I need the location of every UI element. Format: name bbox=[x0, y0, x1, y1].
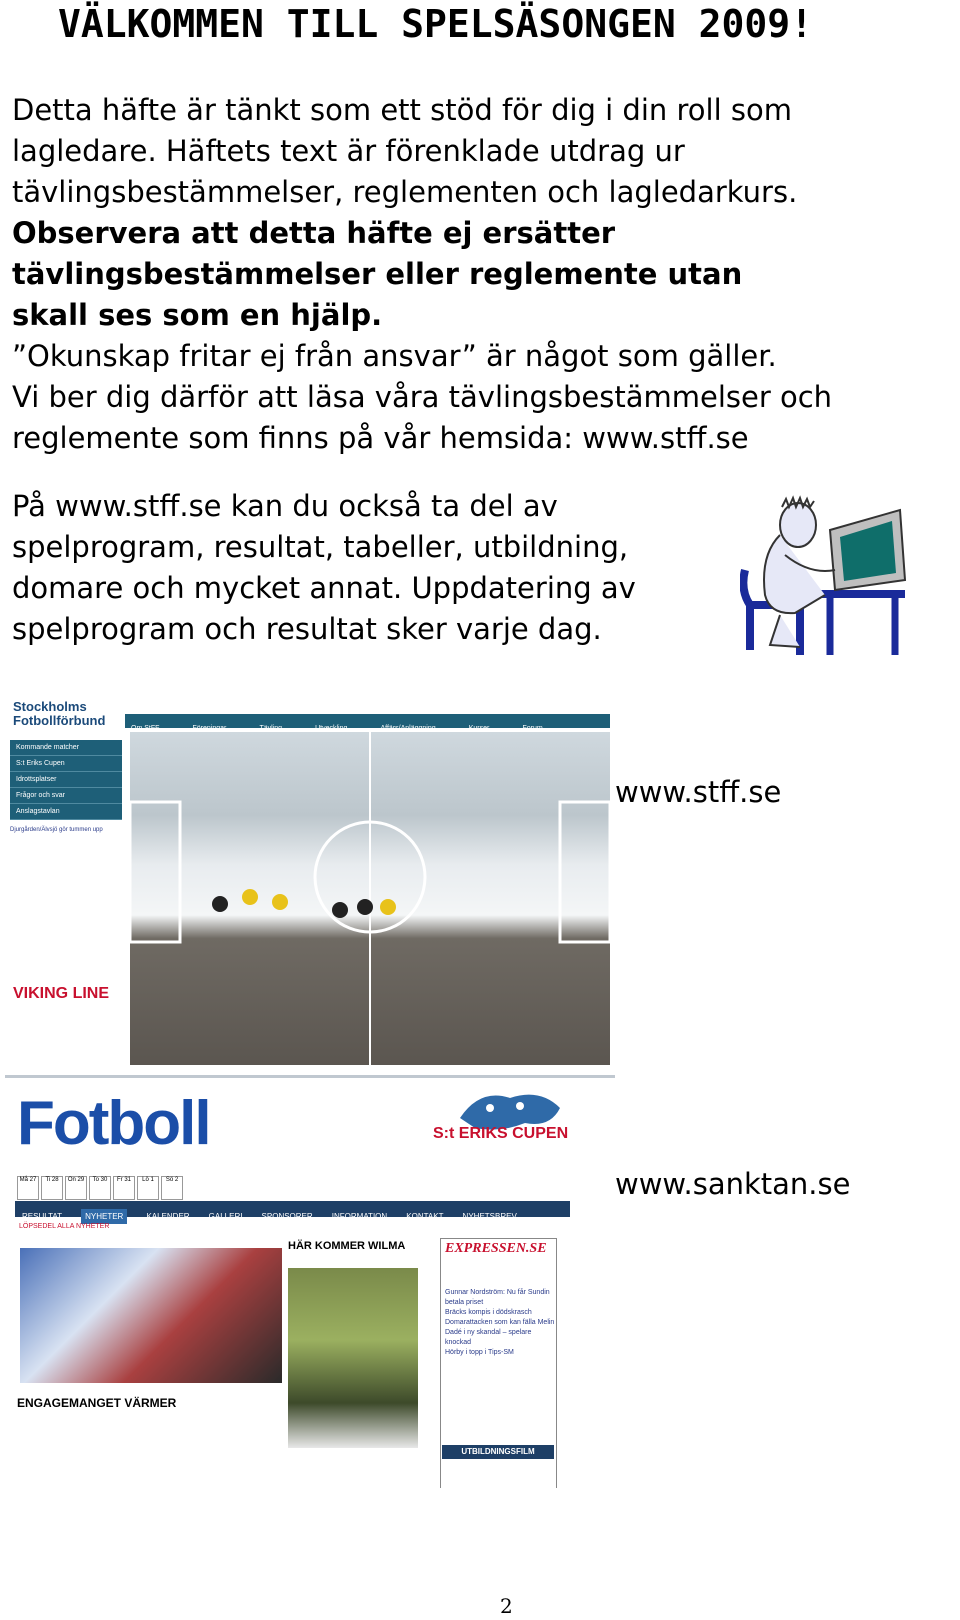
top-nav bbox=[125, 714, 610, 732]
nav-item[interactable]: SPONSORER bbox=[261, 1212, 313, 1221]
warning-line: Observera att detta häfte ej ersätter bbox=[12, 216, 616, 250]
stff-url-label[interactable]: www.stff.se bbox=[615, 775, 782, 809]
main-nav bbox=[15, 1201, 570, 1221]
date-strip bbox=[17, 1166, 185, 1200]
warning-line: tävlingsbestämmelser eller reglemente utan bbox=[12, 257, 743, 291]
list-item[interactable]: Bräcks kompis i dödskrasch bbox=[445, 1309, 532, 1316]
menu-item[interactable]: S:t Eriks Cupen bbox=[10, 756, 122, 772]
nav-item[interactable]: NYHETSBREV bbox=[462, 1212, 517, 1221]
list-item[interactable]: Dadé i ny skandal – spelare knockad bbox=[445, 1329, 532, 1346]
st-eriks-cupen-logo bbox=[430, 1088, 570, 1158]
sidebar-menu bbox=[10, 740, 122, 820]
intro-paragraph bbox=[12, 90, 832, 459]
sanktan-url-label[interactable]: www.sanktan.se bbox=[615, 1167, 851, 1201]
info-line: På www.stff.se kan du också ta del av bbox=[12, 489, 558, 523]
intro-line: tävlingsbestämmelser, reglementen och lagledarkurs. bbox=[12, 175, 798, 209]
menu-item[interactable]: Idrottsplatser bbox=[10, 772, 122, 788]
date-cell[interactable]: Fr 31 bbox=[113, 1176, 135, 1200]
utbildningsfilm-banner[interactable]: UTBILDNINGSFILM bbox=[442, 1445, 554, 1459]
nav-item[interactable]: INFORMATION bbox=[331, 1212, 388, 1221]
intro-line: reglemente som finns på vår hemsida: www.stff.se bbox=[12, 421, 749, 455]
stff-logo: Stockholms Fotbollförbund bbox=[13, 700, 106, 728]
sanktan-website-screenshot bbox=[5, 1075, 615, 1488]
wilma-headline[interactable]: HÄR KOMMER WILMA bbox=[288, 1240, 406, 1252]
sub-nav[interactable]: LÖPSEDEL ALLA NYHETER bbox=[19, 1223, 110, 1230]
list-item[interactable]: Gunnar Nordström: Nu får Sundin betala priset bbox=[445, 1289, 550, 1306]
list-item[interactable]: Hörby i topp i Tips-SM bbox=[445, 1349, 514, 1356]
date-cell[interactable]: On 29 bbox=[65, 1176, 87, 1200]
warning-line: skall ses som en hjälp. bbox=[12, 298, 383, 332]
intro-line: ”Okunskap fritar ej från ansvar” är något som gäller. bbox=[12, 339, 777, 373]
intro-line: Vi ber dig därför att läsa våra tävlingsbestämmelser och bbox=[12, 380, 833, 414]
menu-item[interactable]: Kommande matcher bbox=[10, 740, 122, 756]
person-at-computer-icon bbox=[740, 495, 920, 670]
date-cell[interactable]: Sö 2 bbox=[161, 1176, 183, 1200]
football-photo bbox=[130, 732, 610, 1065]
news-headline[interactable]: ENGAGEMANGET VÄRMER bbox=[17, 1396, 177, 1410]
date-cell[interactable]: Ti 28 bbox=[41, 1176, 63, 1200]
date-cell[interactable]: To 30 bbox=[89, 1176, 111, 1200]
nav-item[interactable]: Föreningar bbox=[192, 725, 227, 732]
menu-item[interactable]: Anslagstavlan bbox=[10, 804, 122, 820]
page-number: 2 bbox=[500, 1594, 513, 1618]
expressen-news-list bbox=[445, 1288, 555, 1358]
info-line: spelprogram, resultat, tabeller, utbildning, bbox=[12, 530, 629, 564]
cup-name: S:t ERIKS CUPEN bbox=[433, 1125, 569, 1142]
nav-item[interactable]: Kurser bbox=[468, 725, 490, 732]
nav-item[interactable]: Utveckling bbox=[315, 725, 348, 732]
list-item[interactable]: Domarattacken som kan fälla Melin bbox=[445, 1319, 555, 1326]
news-teaser[interactable]: Djurgården/Älvsjö gör tummen upp bbox=[10, 827, 103, 833]
intro-line: lagledare. Häftets text är förenklade utdrag ur bbox=[12, 134, 685, 168]
page-title: VÄLKOMMEN TILL SPELSÄSONGEN 2009! bbox=[58, 2, 813, 46]
menu-item[interactable]: Frågor och svar bbox=[10, 788, 122, 804]
team-photo bbox=[20, 1248, 282, 1383]
date-cell[interactable]: Må 27 bbox=[17, 1176, 39, 1200]
nav-item[interactable]: Affärs/Anläggning bbox=[380, 725, 436, 732]
fotboll-logo: Fotboll bbox=[17, 1089, 210, 1158]
info-line: spelprogram och resultat sker varje dag. bbox=[12, 612, 602, 646]
nav-item[interactable]: Forum bbox=[522, 725, 543, 732]
nav-item[interactable]: KALENDER bbox=[146, 1212, 190, 1221]
nav-item[interactable]: Om StFF bbox=[131, 725, 160, 732]
stff-info-paragraph bbox=[12, 486, 636, 650]
match-photo bbox=[288, 1268, 418, 1448]
intro-line: Detta häfte är tänkt som ett stöd för dig i din roll som bbox=[12, 93, 792, 127]
expressen-logo[interactable]: EXPRESSEN.SE bbox=[445, 1241, 547, 1256]
nav-item[interactable]: Tävling bbox=[259, 725, 283, 732]
stff-website-screenshot bbox=[5, 700, 610, 1065]
date-cell[interactable]: Lö 1 bbox=[137, 1176, 159, 1200]
nav-item[interactable]: RESULTAT bbox=[22, 1212, 63, 1221]
info-line: domare och mycket annat. Uppdatering av bbox=[12, 571, 636, 605]
nav-item[interactable]: NYHETER bbox=[81, 1209, 127, 1224]
nav-item[interactable]: GALLERI bbox=[208, 1212, 243, 1221]
nav-item[interactable]: KONTAKT bbox=[406, 1212, 444, 1221]
viking-line-logo: VIKING LINE bbox=[13, 985, 110, 1002]
